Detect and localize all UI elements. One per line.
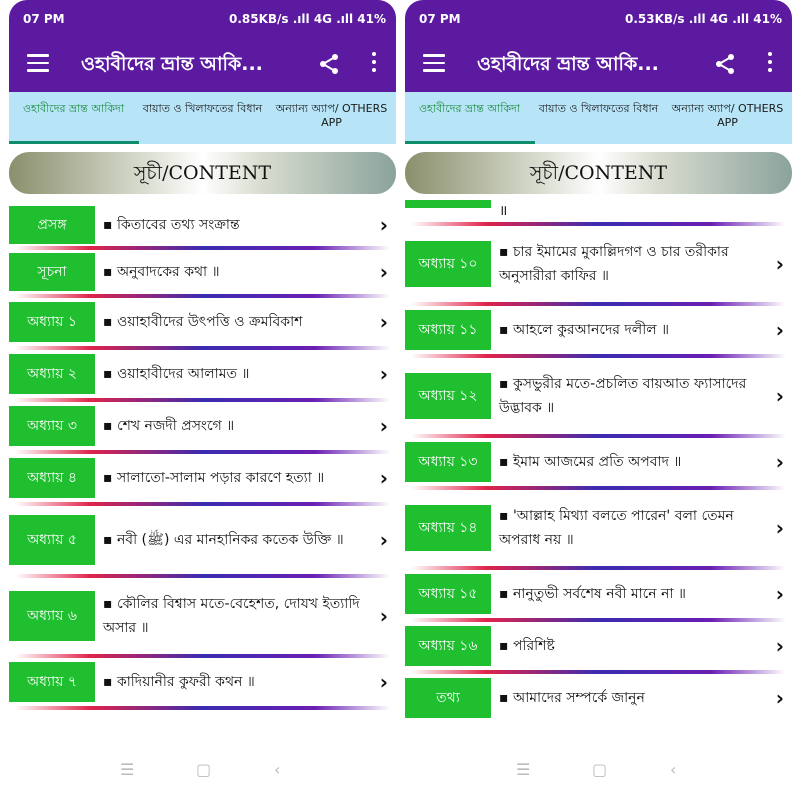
list-item[interactable] [9, 250, 396, 294]
status-bar [9, 0, 396, 36]
tab-indicator [9, 141, 139, 144]
item-badge: প্রসঙ্গ [9, 206, 95, 244]
item-badge: অধ্যায় ১৬ [405, 626, 491, 666]
list-item[interactable] [405, 226, 792, 302]
home-icon[interactable]: ▢ [196, 760, 212, 779]
chevron-right-icon: › [379, 213, 388, 237]
item-badge: অধ্যায় ১১ [405, 310, 491, 350]
item-badge: অধ্যায় ১৪ [405, 505, 491, 551]
item-text: ▪ নানুতুভী সর্বশেষ নবী মানে না ॥ [499, 586, 686, 602]
list-item[interactable] [405, 570, 792, 618]
item-badge: তথ্য [405, 678, 491, 718]
item-badge: অধ্যায় ২ [9, 354, 95, 394]
item-text: ॥ [499, 203, 508, 219]
item-badge: অধ্যায় ১০ [405, 241, 491, 287]
chevron-right-icon: › [775, 582, 784, 606]
list-item[interactable] [9, 506, 396, 574]
tab-wahabi-aqida[interactable]: ওহাবীদের ভ্রান্ত আকিদা [418, 102, 521, 115]
item-badge: অধ্যায় ১৫ [405, 574, 491, 614]
chevron-right-icon: › [379, 414, 388, 438]
item-text: ▪ শেখ নজদী প্রসংগে ॥ [103, 418, 235, 434]
item-text: ▪ আহলে কুরআনদের দলীল ॥ [499, 322, 670, 338]
app-bar [9, 36, 396, 92]
tab-indicator [405, 141, 535, 144]
list-item[interactable] [9, 454, 396, 502]
tab-wahabi-aqida[interactable]: ওহাবীদের ভ্রান্ত আকিদা [22, 102, 125, 115]
list-item[interactable] [405, 674, 792, 722]
share-icon[interactable] [713, 52, 737, 76]
tab-bayat-khilafat[interactable]: বায়াত ও খিলাফতের বিধান [538, 102, 659, 115]
item-text: ▪ চার ইমামের মুকাল্লিদগণ ও চার তরীকার অনুসারীরা কাফির ॥ [499, 244, 729, 284]
item-badge: অধ্যায় ৫ [9, 515, 95, 565]
status-network: 0.85KB/s .ıll 4G .ıll 41% [228, 12, 386, 26]
item-badge [405, 200, 491, 208]
app-title: ওহাবীদের ভ্রান্ত আকি... [477, 53, 659, 75]
tab-other-apps[interactable]: অন্যান্য অ্যাপ/ OTHERS APP [671, 102, 784, 129]
item-badge: অধ্যায় ৪ [9, 458, 95, 498]
item-text: ▪ অনুবাদকের কথা ॥ [103, 264, 220, 280]
tab-bayat-khilafat[interactable]: বায়াত ও খিলাফতের বিধান [142, 102, 263, 115]
back-icon[interactable]: ‹ [274, 760, 281, 779]
more-options-icon[interactable] [767, 52, 773, 76]
chevron-right-icon: › [775, 516, 784, 540]
chevron-right-icon: › [775, 384, 784, 408]
item-text: ▪ আমাদের সম্পর্কে জানুন [499, 690, 645, 706]
chevron-right-icon: › [775, 686, 784, 710]
divider [15, 706, 390, 710]
item-text: ▪ কিতাবের তথ্য সংক্রান্ত [103, 217, 240, 233]
chevron-right-icon: › [775, 318, 784, 342]
home-icon[interactable]: ▢ [592, 760, 608, 779]
item-text: ▪ কাদিয়ানীর কুফরী কথন ॥ [103, 674, 255, 690]
list-item[interactable] [405, 358, 792, 434]
item-badge: সূচনা [9, 253, 95, 291]
list-item[interactable] [9, 298, 396, 346]
item-text: ▪ ওয়াহাবীদের আলামত ॥ [103, 366, 250, 382]
tab-bar [9, 92, 396, 144]
status-time: 07 PM [419, 12, 461, 26]
item-text: ▪ কৌলির বিশ্বাস মতে-বেহেশত, দোযখ ইত্যাদি অসার ॥ [103, 596, 360, 636]
list-item[interactable] [9, 658, 396, 706]
list-item[interactable] [405, 622, 792, 670]
chevron-right-icon: › [775, 252, 784, 276]
chevron-right-icon: › [379, 604, 388, 628]
chevron-right-icon: › [379, 670, 388, 694]
item-text: ▪ 'আল্লাহ মিথ্যা বলতে পারেন' বলা তেমন অপরাধ নয় ॥ [499, 508, 734, 548]
item-badge: অধ্যায় ১৩ [405, 442, 491, 482]
item-badge: অধ্যায় ৬ [9, 591, 95, 641]
item-text: ▪ ইমাম আজমের প্রতি অপবাদ ॥ [499, 454, 682, 470]
app-title: ওহাবীদের ভ্রান্ত আকি... [81, 53, 263, 75]
item-text: ▪ পরিশিষ্ট [499, 638, 555, 654]
list-item[interactable] [9, 402, 396, 450]
chevron-right-icon: › [379, 528, 388, 552]
list-item[interactable] [9, 578, 396, 654]
list-item[interactable] [405, 306, 792, 354]
content-list [9, 204, 396, 710]
status-time: 07 PM [23, 12, 65, 26]
chevron-right-icon: › [775, 634, 784, 658]
chevron-right-icon: › [775, 450, 784, 474]
system-nav-bar [0, 742, 800, 800]
list-item[interactable] [9, 350, 396, 398]
content-list [405, 200, 792, 722]
list-item-partial[interactable] [405, 200, 792, 222]
content-header: সূচী/CONTENT [9, 152, 396, 194]
item-text: ▪ সালাতো-সালাম পড়ার কারণে হত্যা ॥ [103, 470, 325, 486]
item-badge: অধ্যায় ৭ [9, 662, 95, 702]
item-badge: অধ্যায় ১২ [405, 373, 491, 419]
app-bar [405, 36, 792, 92]
chevron-right-icon: › [379, 466, 388, 490]
tab-bar [405, 92, 792, 144]
item-text: ▪ ওয়াহাবীদের উৎপত্তি ও ক্রমবিকাশ [103, 314, 303, 330]
left-screen [9, 0, 396, 742]
menu-icon[interactable] [423, 54, 445, 72]
item-badge: অধ্যায় ৩ [9, 406, 95, 446]
content-header: সূচী/CONTENT [405, 152, 792, 194]
share-icon[interactable] [317, 52, 341, 76]
back-icon[interactable]: ‹ [670, 760, 677, 779]
chevron-right-icon: › [379, 310, 388, 334]
list-item[interactable] [405, 438, 792, 486]
item-text: ▪ নবী (ﷺ) এর মানহানিকর কতেক উক্তি ॥ [103, 532, 344, 548]
right-screen [405, 0, 792, 742]
item-text: ▪ কুসভুরীর মতে-প্রচলিত বায়আত ফ্যাসাদের উদ্ভাবক ॥ [499, 376, 747, 416]
chevron-right-icon: › [379, 362, 388, 386]
recents-icon[interactable]: ☰ [120, 760, 135, 779]
chevron-right-icon: › [379, 260, 388, 284]
more-options-icon[interactable] [371, 52, 377, 76]
recents-icon[interactable]: ☰ [516, 760, 531, 779]
menu-icon[interactable] [27, 54, 49, 72]
tab-other-apps[interactable]: অন্যান্য অ্যাপ/ OTHERS APP [275, 102, 388, 129]
item-badge: অধ্যায় ১ [9, 302, 95, 342]
status-network: 0.53KB/s .ıll 4G .ıll 41% [624, 12, 782, 26]
list-item[interactable] [405, 490, 792, 566]
status-bar [405, 0, 792, 36]
list-item[interactable] [9, 204, 396, 246]
